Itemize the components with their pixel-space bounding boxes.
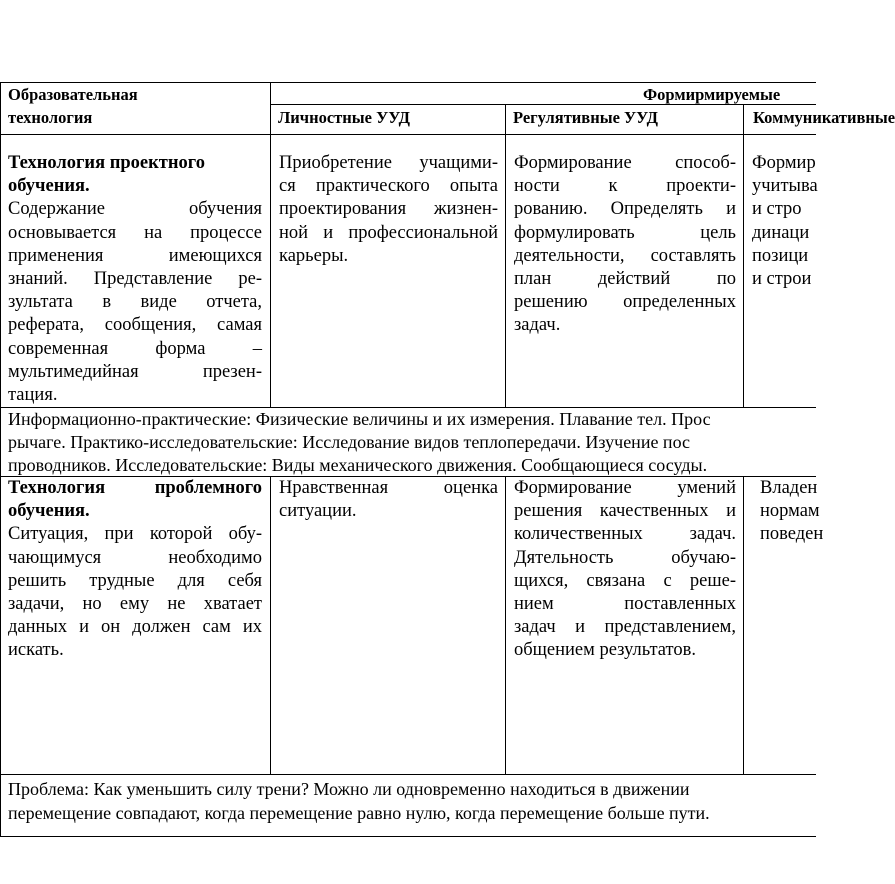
row2-communicative-line: Владен <box>760 478 818 498</box>
row2-regulatory-line: общением результатов. <box>514 640 696 661</box>
row2-regulatory-line: решения качественных и <box>514 501 736 522</box>
row2-regulatory-line: щихся, связана с реше- <box>514 570 736 591</box>
row1-examples-line: рычаге. Практико-исследовательские: Исследование видов теплопередачи. Изучение пос <box>8 432 691 453</box>
col-divider-2-top <box>505 104 506 408</box>
row1-examples-line: Информационно-практические: Физические величины и их измерения. Плавание тел. Прос <box>8 409 711 429</box>
row1-personal-line: ной и профессиональной <box>279 222 498 243</box>
col-divider-1-top <box>270 82 271 408</box>
col-divider-3-bottom <box>743 476 744 775</box>
row1-regulatory-line: задач. <box>514 315 561 336</box>
row2-communicative-line: поведен <box>760 524 824 545</box>
row2-regulatory-line: Формирование умений <box>514 478 736 498</box>
row2-examples-cell <box>8 777 816 825</box>
row1-examples-line: проводников. Исследовательские: Виды механического движения. Сообщающиеся сосуды. <box>8 455 708 476</box>
row2-examples-line: Проблема: Как уменьшить силу трени? Можно ли одновременно находиться в движении <box>8 779 690 799</box>
row2-personal-cell <box>279 477 498 523</box>
row2-regulatory-line: задач и представлением, <box>514 617 736 638</box>
row1-communicative-line: и строи <box>752 268 812 289</box>
row2-communicative-line: нормам <box>760 501 820 522</box>
row2-title-line: Технология проблемного <box>8 478 262 498</box>
row1-regulatory-cell <box>514 152 736 338</box>
row2-regulatory-line: количественных задач. <box>514 524 736 545</box>
header-communicative-uud-text: Коммуникативные <box>753 108 895 127</box>
row1-regulatory-line: план действий по <box>514 268 736 289</box>
row2-regulatory-line: нием поставленных <box>514 593 736 614</box>
row1-communicative-line: Формир <box>752 153 816 173</box>
row1-desc-line: применения имеющихся <box>8 245 262 266</box>
row1-desc-line: современная форма – <box>8 338 262 359</box>
row2-desc-line: задачи, но ему не хватает <box>8 593 262 614</box>
row1-personal-line: Приобретение учащими- <box>279 153 498 173</box>
col-divider-1-bottom <box>270 476 271 775</box>
row2-technology-cell <box>8 477 262 663</box>
header-personal-uud <box>278 106 500 129</box>
table-border-header-bottom <box>0 134 816 135</box>
row2-personal-line: ситуации. <box>279 501 357 522</box>
row1-personal-line: ся практического опыта <box>279 176 498 197</box>
row1-desc-line: тация. <box>8 384 58 405</box>
row1-regulatory-line: Формирование способ- <box>514 153 736 173</box>
row1-regulatory-line: формулировать цель <box>514 222 736 243</box>
row1-communicative-line: динаци <box>752 222 810 243</box>
row2-regulatory-cell <box>514 477 736 663</box>
header-regulatory-uud-text: Регулятивные УУД <box>513 108 658 127</box>
row2-desc-line: решить трудные для себя <box>8 570 262 591</box>
row2-title-line: обучения. <box>8 501 90 522</box>
row1-desc-line: основывается на процессе <box>8 222 262 243</box>
header-technology-line: Образовательная <box>8 85 138 104</box>
col-divider-3-top <box>743 104 744 408</box>
row2-personal-line: Нравственная оценка <box>279 478 498 498</box>
row1-regulatory-line: рованию. Определять и <box>514 199 736 220</box>
row1-personal-line: проектирования жизнен- <box>279 199 498 220</box>
row1-desc-line: знаний. Представление ре- <box>8 268 262 289</box>
header-regulatory-uud <box>513 106 738 129</box>
header-communicative-uud <box>753 106 895 129</box>
row2-desc-line: искать. <box>8 640 64 661</box>
table-border-row2-bottom <box>0 774 816 775</box>
header-technology-line: технология <box>8 108 93 128</box>
table-border-left <box>0 82 1 837</box>
row2-desc-line: Ситуация, при которой обу- <box>8 524 262 545</box>
row1-regulatory-line: решению определенных <box>514 292 736 313</box>
row2-communicative-cell <box>760 477 824 547</box>
row1-desc-line: реферата, сообщения, самая <box>8 315 262 336</box>
row1-technology-cell <box>8 152 262 407</box>
row1-title-line: Технология проектного <box>8 153 205 173</box>
row2-desc-line: данных и он должен сам их <box>8 617 262 638</box>
row1-communicative-cell <box>752 152 816 291</box>
header-formed-uud <box>643 83 816 106</box>
row1-regulatory-line: ности к проекти- <box>514 176 736 197</box>
header-personal-uud-text: Личностные УУД <box>278 108 411 127</box>
row1-communicative-line: и стро <box>752 199 802 220</box>
row1-communicative-line: позици <box>752 245 809 266</box>
row1-examples-cell <box>8 408 816 478</box>
row1-personal-line: карьеры. <box>279 245 349 266</box>
row1-regulatory-line: деятельности, составлять <box>514 245 736 266</box>
row1-communicative-line: учитыва <box>752 176 818 197</box>
row1-personal-cell <box>279 152 498 268</box>
table-border-bottom <box>0 836 816 837</box>
row2-regulatory-line: Дятельность обучаю- <box>514 547 736 568</box>
row1-title-line: обучения. <box>8 176 90 197</box>
row2-examples-line: перемещение совпадают, когда перемещение равно нулю, когда перемещение больше пути. <box>8 803 710 823</box>
col-divider-2-bottom <box>505 476 506 775</box>
header-formed-uud-text: Формирмируемые <box>643 85 781 104</box>
row1-desc-line: мультимедийная презен- <box>8 361 262 382</box>
row1-desc-line: Содержание обучения <box>8 199 262 220</box>
row1-desc-line: зультата в виде отчета, <box>8 292 262 313</box>
row2-desc-line: чающимуся необходимо <box>8 547 262 568</box>
header-technology <box>8 83 263 129</box>
